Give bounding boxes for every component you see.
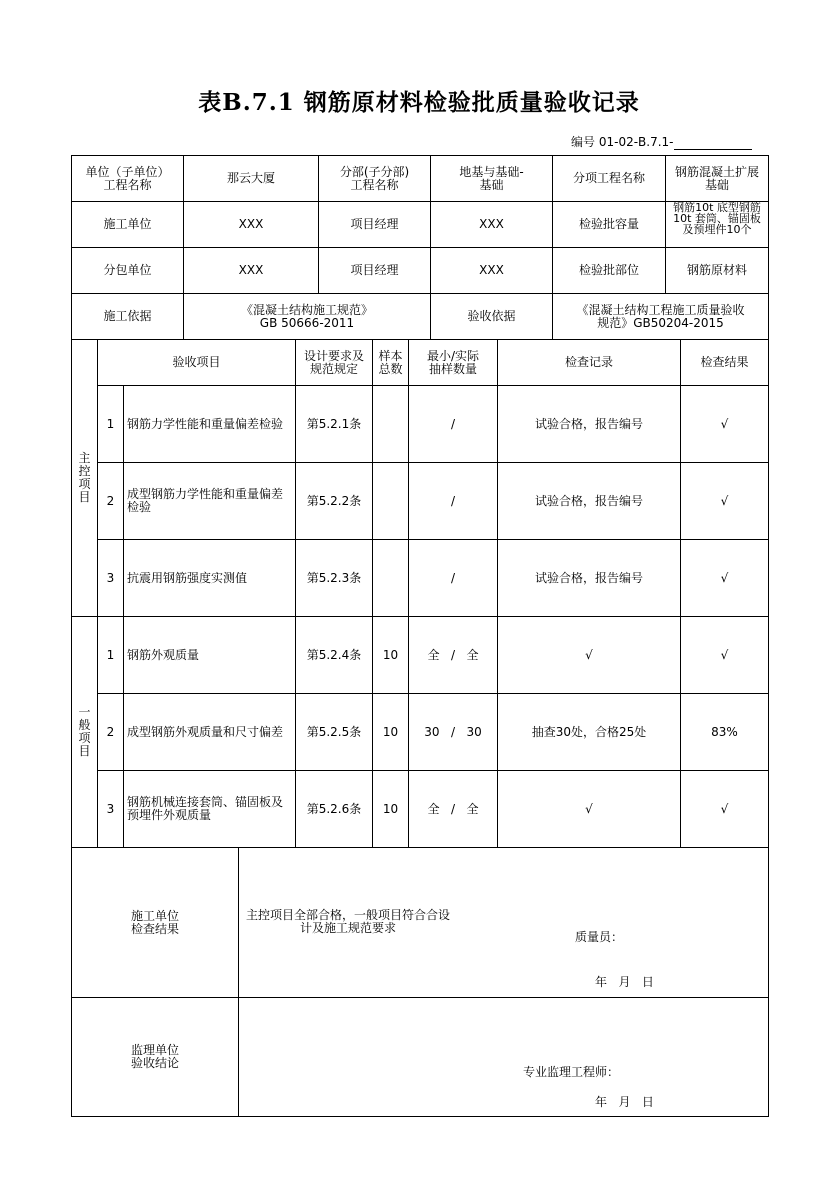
construction-basis-label: 施工依据 <box>103 309 152 323</box>
project-manager-label: 项目经理 <box>350 217 399 231</box>
item-name: 抗震用钢筋强度实测值 <box>127 570 248 585</box>
page-title: 表B.7.1 钢筋原材料检验批质量验收记录 <box>198 89 640 116</box>
item-number: 3 <box>106 570 115 585</box>
supervision-check-label: 监理单位 验收结论 <box>130 1043 179 1070</box>
item-clause: 第5.2.3条 <box>306 570 362 585</box>
form-code-label: 编号 <box>571 135 596 149</box>
batch-capacity-label: 检验批容量 <box>578 217 639 231</box>
item-result: √ <box>720 493 729 508</box>
item-clause: 第5.2.1条 <box>306 416 362 431</box>
general-group-label: 一般项目 <box>78 705 91 758</box>
item-result: 83% <box>711 724 738 739</box>
subcontractor-value: XXX <box>238 263 264 277</box>
column-header-item: 验收项目 <box>172 355 221 369</box>
subcontractor-label: 分包单位 <box>103 263 152 277</box>
item-clause: 第5.2.6条 <box>306 801 362 816</box>
supervising-engineer-label[interactable]: 专业监理工程师： <box>523 1065 620 1079</box>
item-total: 10 <box>382 647 399 662</box>
item-sample: 全 / 全 <box>427 647 479 662</box>
unit-name-value: 那云大厦 <box>226 171 275 185</box>
item-total: 10 <box>382 801 399 816</box>
subitem-name-label: 分项工程名称 <box>572 171 645 185</box>
item-total: 10 <box>382 724 399 739</box>
item-number: 3 <box>106 801 115 816</box>
item-number: 2 <box>106 493 115 508</box>
batch-part-label: 检验批部位 <box>578 263 639 277</box>
item-result: √ <box>720 416 729 431</box>
construction-basis-value: 《混凝土结构施工规范》 GB 50666-2011 <box>240 302 373 330</box>
item-clause: 第5.2.4条 <box>306 647 362 662</box>
sub-project-manager-value: XXX <box>479 263 504 277</box>
item-result: √ <box>720 570 729 585</box>
unit-name-label: 单位（子单位） 工程名称 <box>85 164 170 192</box>
item-name: 钢筋力学性能和重量偏差检验 <box>127 416 284 431</box>
item-record: 试验合格，报告编号 <box>534 416 643 431</box>
column-header-sample: 最小/实际 抽样数量 <box>426 348 480 376</box>
item-name: 成型钢筋力学性能和重量偏差检验 <box>127 487 284 514</box>
item-sample: / <box>450 416 456 431</box>
constructor-label: 施工单位 <box>103 217 152 231</box>
item-record: 抽查30处，合格25处 <box>531 724 647 739</box>
item-sample: 30 / 30 <box>424 724 482 739</box>
column-header-result: 检查结果 <box>700 355 749 369</box>
item-record: 试验合格，报告编号 <box>534 493 643 508</box>
construction-check-label: 施工单位 检查结果 <box>130 908 179 936</box>
form-code-value: 01-02-B.7.1- <box>598 135 674 149</box>
item-sample: 全 / 全 <box>427 801 479 816</box>
item-total <box>373 463 408 539</box>
item-name: 钢筋机械连接套筒、锚固板及预埋件外观质量 <box>127 795 284 822</box>
division-name-label: 分部(子分部) 工程名称 <box>339 164 410 192</box>
supervision-check-date[interactable]: 年 月 日 <box>595 1095 654 1109</box>
item-record: √ <box>585 801 593 816</box>
sub-project-manager-label: 项目经理 <box>350 263 399 277</box>
batch-capacity-value: 钢筋10t 底型钢筋10t 套筒、锚固板及预埋件10个 <box>673 202 761 236</box>
item-clause: 第5.2.5条 <box>306 724 362 739</box>
construction-check-conclusion: 主控项目全部合格，一般项目符合合设 计及施工规范要求 <box>246 908 451 935</box>
item-clause: 第5.2.2条 <box>306 493 362 508</box>
item-number: 2 <box>106 724 115 739</box>
quality-inspector-label[interactable]: 质量员： <box>575 930 624 944</box>
main-control-group-label: 主控项目 <box>78 451 91 504</box>
column-header-design: 设计要求及 规范规定 <box>303 348 364 376</box>
item-name: 成型钢筋外观质量和尺寸偏差 <box>127 724 284 739</box>
acceptance-basis-value: 《混凝土结构工程施工质量验收 规范》GB50204-2015 <box>576 302 745 330</box>
column-header-total: 样本 总数 <box>378 348 403 376</box>
construction-check-date[interactable]: 年 月 日 <box>595 975 654 989</box>
item-result: √ <box>720 801 729 816</box>
project-manager-value: XXX <box>479 217 504 231</box>
constructor-value: XXX <box>238 217 264 231</box>
subitem-name-value: 钢筋混凝土扩展 基础 <box>674 164 759 192</box>
item-total <box>373 386 408 462</box>
item-name: 钢筋外观质量 <box>127 647 200 662</box>
item-number: 1 <box>106 647 115 662</box>
acceptance-basis-label: 验收依据 <box>467 309 516 323</box>
item-record: √ <box>585 647 593 662</box>
division-name-value: 地基与基础- 基础 <box>459 164 524 192</box>
item-total <box>373 540 408 616</box>
item-result: √ <box>720 647 729 662</box>
item-number: 1 <box>106 416 115 431</box>
item-sample: / <box>450 570 456 585</box>
column-header-record: 检查记录 <box>564 355 613 369</box>
batch-part-value: 钢筋原材料 <box>686 263 747 277</box>
item-record: 试验合格，报告编号 <box>534 570 643 585</box>
item-sample: / <box>450 493 456 508</box>
